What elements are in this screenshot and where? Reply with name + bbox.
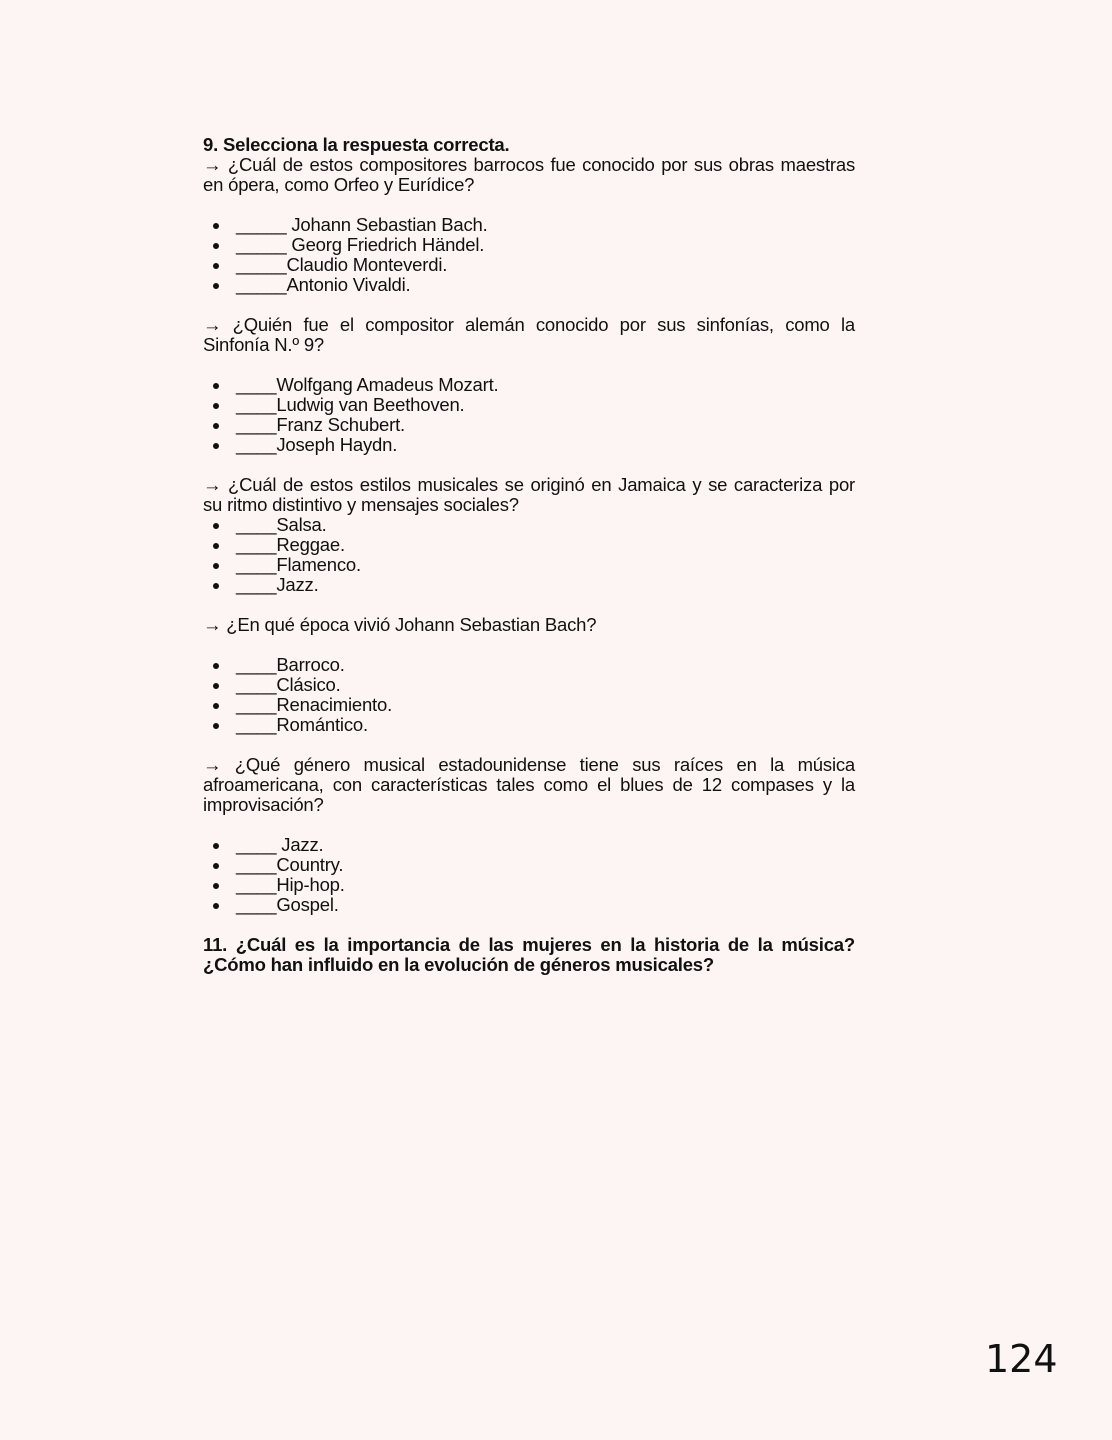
option-item[interactable]: _____Antonio Vivaldi. <box>203 275 855 295</box>
question-5-text: → ¿Qué género musical estadounidense tiene sus raíces en la música afroamericana, con características tales como el blues de 12 compases y la improvisación? <box>203 754 855 815</box>
option-item[interactable]: ____Jazz. <box>203 575 855 595</box>
section-11-heading: 11. ¿Cuál es la importancia de las mujeres en la historia de la música? ¿Cómo han influido en la evolución de géneros musicales? <box>203 934 855 975</box>
question-4-options <box>203 655 855 735</box>
worksheet-content <box>203 135 855 975</box>
question-3-options <box>203 515 855 595</box>
option-item[interactable]: ____Reggae. <box>203 535 855 555</box>
option-item[interactable]: ____Flamenco. <box>203 555 855 575</box>
option-item[interactable]: ____ Jazz. <box>203 835 855 855</box>
question-5-options <box>203 835 855 915</box>
question-2-options <box>203 375 855 455</box>
option-item[interactable]: _____ Georg Friedrich Händel. <box>203 235 855 255</box>
option-item[interactable]: ____Hip-hop. <box>203 875 855 895</box>
option-item[interactable]: ____Gospel. <box>203 895 855 915</box>
option-item[interactable]: ____Wolfgang Amadeus Mozart. <box>203 375 855 395</box>
option-item[interactable]: ____Ludwig van Beethoven. <box>203 395 855 415</box>
question-1-text: → ¿Cuál de estos compositores barrocos fue conocido por sus obras maestras en ópera, como Orfeo y Eurídice? <box>203 154 855 195</box>
option-item[interactable]: ____Barroco. <box>203 655 855 675</box>
option-item[interactable]: ____Clásico. <box>203 675 855 695</box>
page-number: 124 <box>985 1337 1058 1381</box>
option-item[interactable]: _____Claudio Monteverdi. <box>203 255 855 275</box>
option-item[interactable]: ____Franz Schubert. <box>203 415 855 435</box>
section-9-heading: 9. Selecciona la respuesta correcta. <box>203 134 510 155</box>
question-3-text: → ¿Cuál de estos estilos musicales se originó en Jamaica y se caracteriza por su ritmo distintivo y mensajes sociales? <box>203 474 855 515</box>
option-item[interactable]: ____Romántico. <box>203 715 855 735</box>
question-1-options <box>203 215 855 295</box>
option-item[interactable]: _____ Johann Sebastian Bach. <box>203 215 855 235</box>
option-item[interactable]: ____Salsa. <box>203 515 855 535</box>
question-2-text: → ¿Quién fue el compositor alemán conocido por sus sinfonías, como la Sinfonía N.º 9? <box>203 314 855 355</box>
option-item[interactable]: ____Renacimiento. <box>203 695 855 715</box>
option-item[interactable]: ____Country. <box>203 855 855 875</box>
question-4-text: → ¿En qué época vivió Johann Sebastian Bach? <box>203 614 597 635</box>
option-item[interactable]: ____Joseph Haydn. <box>203 435 855 455</box>
